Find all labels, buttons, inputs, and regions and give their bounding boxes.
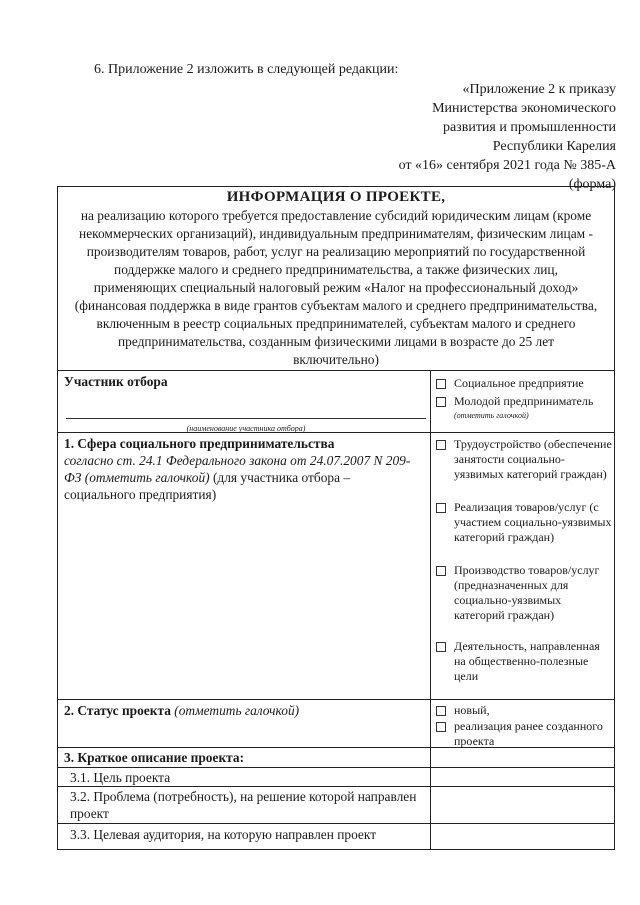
section-2-title: 2. Статус проекта [64,703,171,718]
section-3-item-goal: 3.1. Цель проекта [70,770,171,785]
option-new-project[interactable]: новый, [436,703,614,718]
row-divider [58,767,614,768]
section-1 [64,435,424,503]
section-1-title: 1. Сфера социального предпринимательства [64,436,335,451]
row-divider [58,370,614,371]
checkbox-icon[interactable] [436,706,446,716]
section-3-item-audience: 3.3. Целевая аудитория, на которую направлен проект [70,827,377,842]
appendix-line: Республики Карелия [492,139,616,154]
appendix-line: «Приложение 2 к приказу [462,82,616,97]
section-1-note: (для участника отбора – социального предприятия) [64,470,351,502]
header-line: включенным в реестр социальных предпринимателей, субъектам малого и среднего [96,316,576,331]
section-1-law-ref: согласно ст. 24.1 Федерального закона от 24.07.2007 N 209-ФЗ (отметить галочкой) [64,453,411,485]
checkbox-icon[interactable] [436,642,446,652]
checkbox-icon[interactable] [436,503,446,513]
option-goods-sales[interactable]: Реализация товаров/услуг (с участием социально-уязвимых категорий граждан) [436,500,614,545]
project-info-form [57,186,615,850]
appendix-line: от «16» сентября 2021 года № 385-А [398,158,616,173]
section-2 [64,702,299,719]
item-6-text: 6. Приложение 2 изложить в следующей редакции: [94,62,399,77]
row-divider [58,699,614,700]
checkbox-icon[interactable] [436,722,446,732]
header-line: применяющих специальный налоговый режим «Налог на профессиональный доход» [93,280,579,295]
option-young-entrepreneur[interactable]: Молодой предприниматель (отметить галочкой) [436,394,614,423]
checkbox-icon[interactable] [436,566,446,576]
header-line: на реализацию которого требуется предоставление субсидий юридическим лицам (кроме [80,208,592,223]
appendix-form-label: (форма) [568,177,616,192]
checkbox-icon[interactable] [436,379,446,389]
checkbox-icon[interactable] [436,440,446,450]
appendix-line: развития и промышленности [442,120,616,135]
header-line: некоммерческих организаций), индивидуальным предпринимателям, физическим лицам - [79,226,593,241]
option-public-benefit[interactable]: Деятельность, направленная на общественно-полезные цели [436,639,614,684]
appendix-line: Министерства экономического [432,101,616,116]
option-employment[interactable]: Трудоустройство (обеспечение занятости социально-уязвимых категорий граждан) [436,437,614,482]
option-existing-project[interactable]: реализация ранее созданного проекта [436,719,614,749]
participant-label: Участник отбора [64,374,168,389]
form-header [58,187,614,369]
header-line: предпринимательства, созданным физическими лицами в возрасте до 25 лет [117,334,555,349]
row-divider [58,786,614,787]
option-production[interactable]: Производство товаров/услуг (предназначенных для социально-уязвимых категорий граждан) [436,563,614,623]
section-3-title: 3. Краткое описание проекта: [64,750,245,765]
header-line: включительно) [293,352,379,367]
option-social-enterprise[interactable]: Социальное предприятие [436,376,614,391]
appendix-reference [316,80,616,194]
row-divider [58,823,614,824]
header-line: производителям товаров, работ, услуг на реализацию мероприятий по государственной [86,244,586,259]
options-hint: (отметить галочкой) [454,411,529,420]
header-line: (финансовая поддержка в виде грантов субъектам малого и среднего предпринимательства, [74,298,598,313]
checkbox-icon[interactable] [436,397,446,407]
header-line: поддержке малого и среднего предпринимательства, а также физических лиц, [114,262,558,277]
participant-name-hint: (наименование участника отбора) [186,424,306,433]
participant-name-line[interactable] [66,418,426,419]
section-2-hint: (отметить галочкой) [174,703,300,718]
section-3-item-problem: 3.2. Проблема (потребность), на решение которой направлен проект [70,789,417,821]
column-divider [430,370,431,849]
form-title: ИНФОРМАЦИЯ О ПРОЕКТЕ, [226,189,446,205]
